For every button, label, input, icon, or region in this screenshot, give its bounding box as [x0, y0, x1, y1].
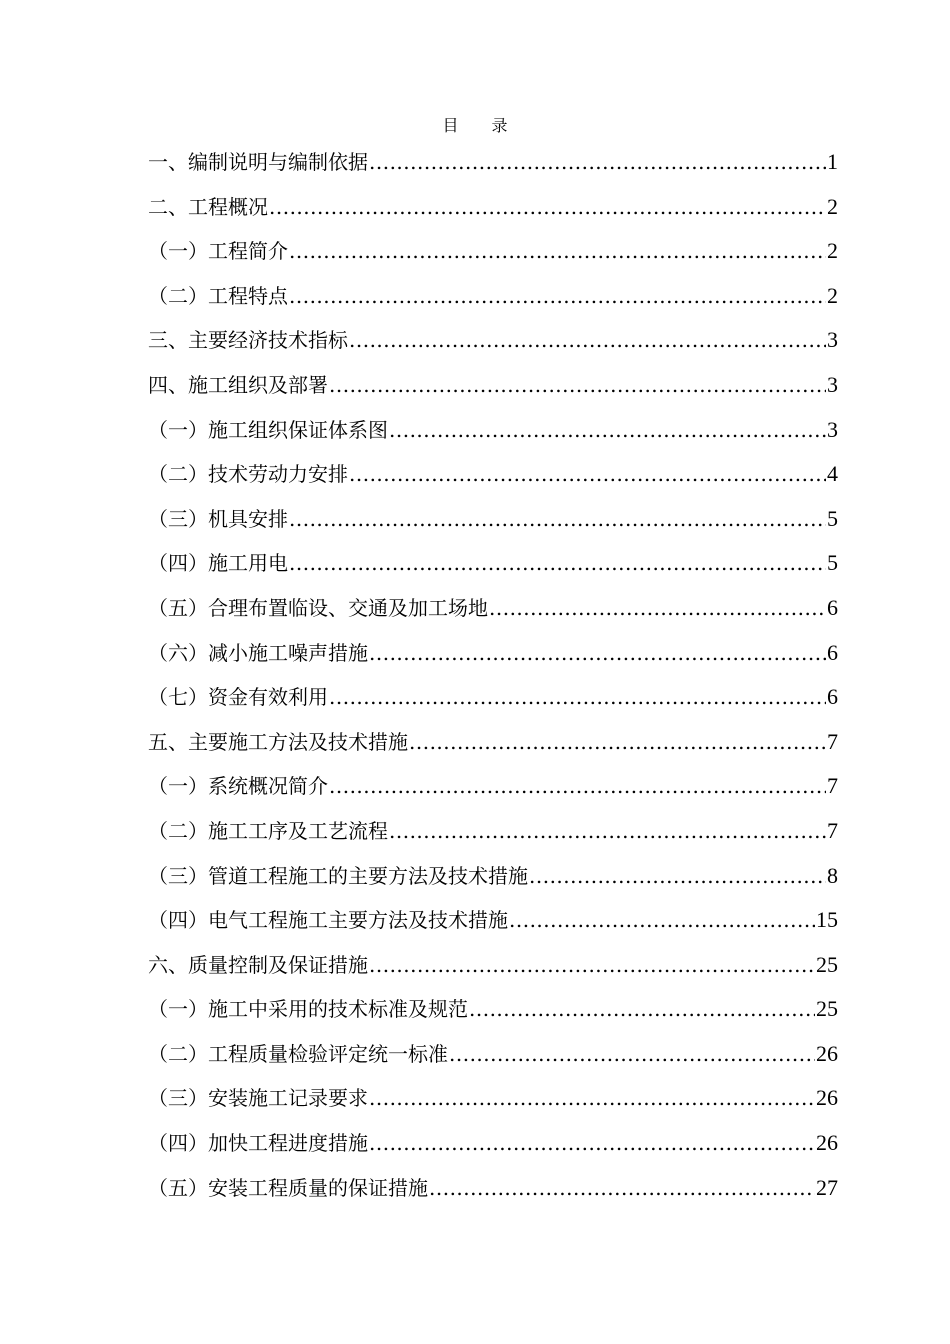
toc-entry-text: （五）安装工程质量的保证措施 [148, 1175, 428, 1200]
toc-page-number: 26 [816, 1040, 838, 1066]
toc-page-number: 7 [827, 728, 838, 754]
toc-page-number: 26 [816, 1130, 838, 1156]
toc-dot-leader [369, 949, 815, 981]
toc-dot-leader [489, 592, 826, 624]
toc-page-number: 25 [816, 951, 838, 977]
toc-entry[interactable] [148, 235, 838, 280]
toc-dot-leader [329, 681, 826, 713]
toc-entry[interactable] [148, 280, 838, 325]
toc-entry[interactable] [148, 369, 838, 414]
toc-page-number: 3 [827, 371, 838, 397]
toc-page-number: 6 [827, 684, 838, 710]
toc-entry[interactable] [148, 1127, 838, 1172]
toc-entry-text: （三）机具安排 [148, 506, 288, 531]
toc-entry[interactable] [148, 191, 838, 236]
toc-dot-leader [269, 191, 826, 223]
toc-entry[interactable] [148, 860, 838, 905]
toc-page-number: 3 [827, 327, 838, 353]
toc-entry[interactable] [148, 1038, 838, 1083]
toc-entry[interactable] [148, 146, 838, 191]
toc-entry-text: （一）施工中采用的技术标准及规范 [148, 997, 468, 1022]
toc-page-number: 25 [816, 996, 838, 1022]
toc-entry[interactable] [148, 458, 838, 503]
toc-entry[interactable] [148, 592, 838, 637]
toc-dot-leader [509, 904, 815, 936]
toc-entry-text: 二、工程概况 [148, 194, 268, 219]
toc-entry-text: 六、质量控制及保证措施 [148, 952, 368, 977]
toc-dot-leader [409, 726, 826, 758]
toc-page-number: 2 [827, 238, 838, 264]
toc-entry-text: 一、编制说明与编制依据 [148, 150, 368, 174]
toc-entry-text: （六）减小施工噪声措施 [148, 640, 368, 665]
toc-page-number: 6 [827, 639, 838, 665]
toc-page-number: 7 [827, 773, 838, 799]
toc-entry-text: （二）技术劳动力安排 [148, 462, 348, 487]
toc-page-number: 5 [827, 505, 838, 531]
toc-entry[interactable] [148, 681, 838, 726]
toc-dot-leader [389, 815, 826, 847]
toc-entry[interactable] [148, 414, 838, 459]
toc-entry-text: （五）合理布置临设、交通及加工场地 [148, 595, 488, 620]
toc-dot-leader [369, 146, 826, 178]
toc-list [148, 146, 838, 1216]
toc-dot-leader [529, 860, 826, 892]
toc-entry-text: （四）加快工程进度措施 [148, 1131, 368, 1156]
toc-entry[interactable] [148, 815, 838, 860]
toc-entry[interactable] [148, 637, 838, 682]
toc-dot-leader [289, 280, 826, 312]
toc-entry-text: （二）工程特点 [148, 283, 288, 308]
toc-dot-leader [369, 637, 826, 669]
toc-entry-text: 四、施工组织及部署 [148, 372, 328, 397]
toc-page-number: 2 [827, 282, 838, 308]
toc-dot-leader [329, 770, 826, 802]
toc-entry-text: 五、主要施工方法及技术措施 [148, 729, 408, 754]
toc-dot-leader [349, 324, 826, 356]
toc-entry-text: （七）资金有效利用 [148, 685, 328, 710]
toc-entry-text: （二）工程质量检验评定统一标准 [148, 1041, 448, 1066]
toc-dot-leader [369, 1082, 815, 1114]
toc-page-number: 8 [827, 862, 838, 888]
toc-entry[interactable] [148, 770, 838, 815]
toc-entry[interactable] [148, 1172, 838, 1217]
toc-page-number: 7 [827, 817, 838, 843]
toc-page-number: 6 [827, 594, 838, 620]
toc-dot-leader [289, 547, 826, 579]
toc-dot-leader [389, 414, 826, 446]
toc-page-number: 2 [827, 193, 838, 219]
toc-dot-leader [429, 1172, 815, 1204]
toc-dot-leader [369, 1127, 815, 1159]
toc-dot-leader [329, 369, 826, 401]
toc-page-number: 26 [816, 1085, 838, 1111]
toc-entry[interactable] [148, 904, 838, 949]
toc-entry[interactable] [148, 1082, 838, 1127]
toc-entry-text: （三）管道工程施工的主要方法及技术措施 [148, 863, 528, 888]
toc-title: 目 录 [442, 116, 522, 135]
toc-dot-leader [469, 993, 815, 1025]
toc-page-number: 3 [827, 416, 838, 442]
toc-entry-text: （三）安装施工记录要求 [148, 1086, 368, 1111]
toc-entry[interactable] [148, 503, 838, 548]
toc-page-number: 27 [816, 1174, 838, 1200]
toc-dot-leader [349, 458, 826, 490]
toc-dot-leader [289, 235, 826, 267]
toc-entry-text: （二）施工工序及工艺流程 [148, 818, 388, 843]
toc-entry[interactable] [148, 993, 838, 1038]
toc-entry-text: 三、主要经济技术指标 [148, 328, 348, 353]
toc-page-number: 1 [827, 149, 838, 174]
toc-page-number: 4 [827, 461, 838, 487]
toc-entry[interactable] [148, 726, 838, 771]
toc-entry[interactable] [148, 324, 838, 369]
toc-dot-leader [449, 1038, 815, 1070]
toc-entry-text: （一）工程简介 [148, 239, 288, 264]
toc-dot-leader [289, 503, 826, 535]
toc-page-number: 5 [827, 550, 838, 576]
toc-entry[interactable] [148, 949, 838, 994]
toc-page-number: 15 [816, 907, 838, 933]
toc-entry[interactable] [148, 547, 838, 592]
toc-entry-text: （四）电气工程施工主要方法及技术措施 [148, 908, 508, 933]
toc-entry-text: （一）施工组织保证体系图 [148, 417, 388, 442]
toc-entry-text: （四）施工用电 [148, 551, 288, 576]
toc-entry-text: （一）系统概况简介 [148, 774, 328, 799]
